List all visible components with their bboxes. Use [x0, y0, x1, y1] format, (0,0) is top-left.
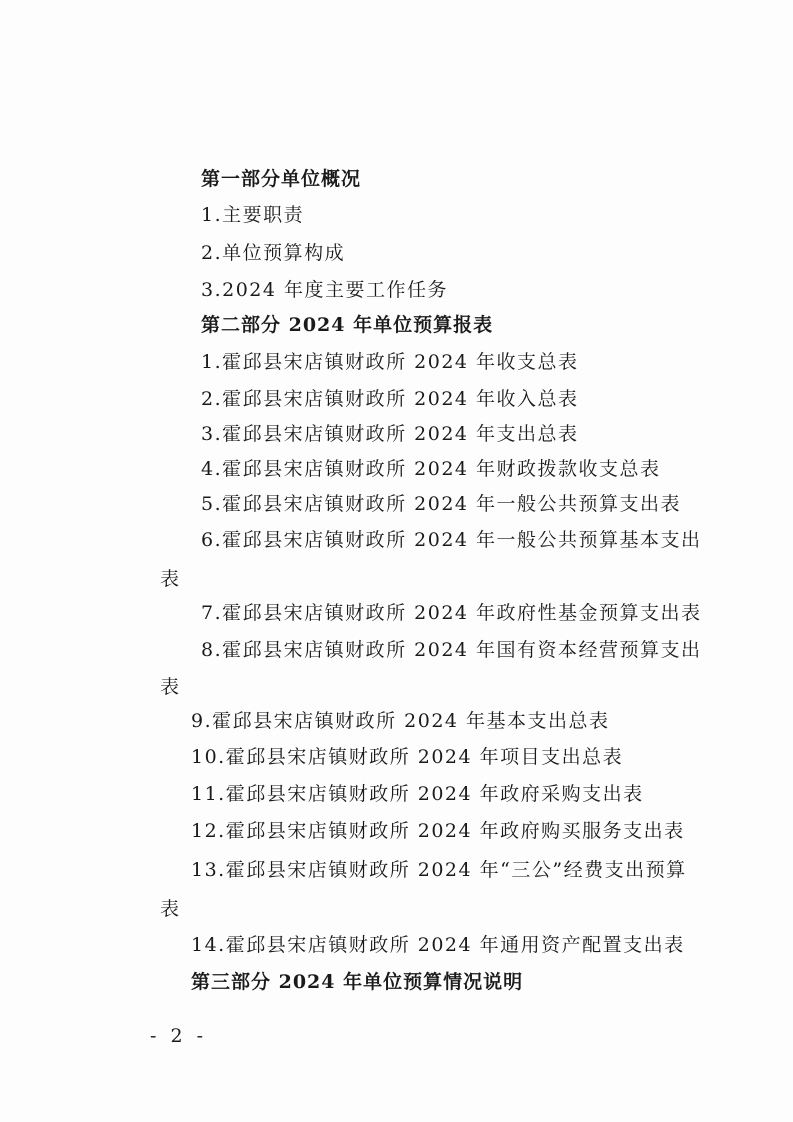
- part2-item-3: 3.霍邱县宋店镇财政所 2024 年支出总表: [201, 423, 579, 445]
- part2-item-9: 9.霍邱县宋店镇财政所 2024 年基本支出总表: [191, 710, 610, 732]
- part1-item-2: 2.单位预算构成: [201, 242, 346, 264]
- part2-item-10: 10.霍邱县宋店镇财政所 2024 年项目支出总表: [191, 746, 624, 768]
- part3-heading: 第三部分 2024 年单位预算情况说明: [191, 971, 524, 993]
- part2-item-6: 6.霍邱县宋店镇财政所 2024 年一般公共预算基本支出: [201, 529, 702, 551]
- part2-item-4: 4.霍邱县宋店镇财政所 2024 年财政拨款收支总表: [201, 458, 661, 480]
- part2-item-6-continued: 表: [160, 568, 181, 590]
- part2-heading: 第二部分 2024 年单位预算报表: [201, 314, 494, 336]
- part1-item-3: 3.2024 年度主要工作任务: [201, 279, 449, 301]
- page-number: - 2 -: [150, 1025, 208, 1047]
- part2-item-2: 2.霍邱县宋店镇财政所 2024 年收入总表: [201, 388, 579, 410]
- part2-item-8: 8.霍邱县宋店镇财政所 2024 年国有资本经营预算支出: [201, 639, 702, 661]
- part2-item-11: 11.霍邱县宋店镇财政所 2024 年政府采购支出表: [191, 783, 644, 805]
- part2-item-8-continued: 表: [160, 676, 181, 698]
- part2-item-13: 13.霍邱县宋店镇财政所 2024 年“三公”经费支出预算: [191, 859, 687, 881]
- part2-item-5: 5.霍邱县宋店镇财政所 2024 年一般公共预算支出表: [201, 493, 682, 515]
- part1-item-1: 1.主要职责: [201, 204, 305, 226]
- part2-item-14: 14.霍邱县宋店镇财政所 2024 年通用资产配置支出表: [191, 934, 685, 956]
- part2-item-1: 1.霍邱县宋店镇财政所 2024 年收支总表: [201, 351, 579, 373]
- part1-heading: 第一部分单位概况: [201, 168, 362, 190]
- part2-item-13-continued: 表: [160, 898, 181, 920]
- part2-item-12: 12.霍邱县宋店镇财政所 2024 年政府购买服务支出表: [191, 820, 685, 842]
- part2-item-7: 7.霍邱县宋店镇财政所 2024 年政府性基金预算支出表: [201, 602, 702, 624]
